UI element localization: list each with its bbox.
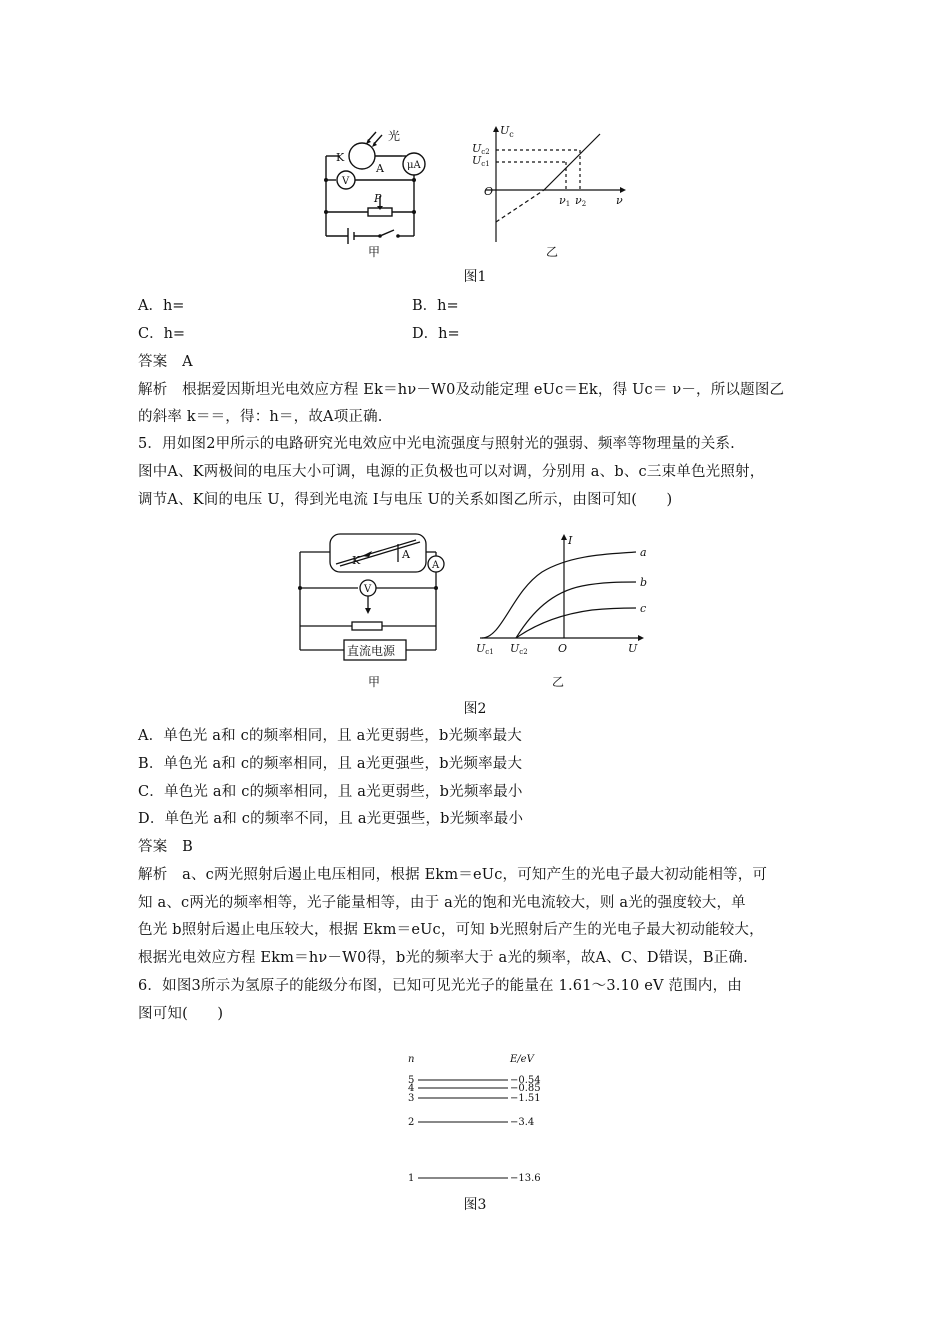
q4-answer: 答案 A	[138, 354, 193, 370]
level-e-2: −3.4	[510, 1117, 535, 1128]
current-axis-label: I	[568, 534, 573, 547]
origin-label: O	[484, 185, 494, 198]
level-e-4: −0.85	[510, 1083, 541, 1094]
level-n-4: 4	[408, 1083, 415, 1094]
ammeter-label: A	[432, 560, 440, 571]
q5-option-b[interactable]: B．单色光 a和 c的频率相同，且 a光更强些，b光频率最大	[138, 756, 523, 772]
q5-option-a[interactable]: A．单色光 a和 c的频率相同，且 a光更弱些，b光频率最大	[138, 728, 522, 744]
level-n-3: 3	[408, 1093, 415, 1104]
q5-analysis-line-4: 根据光电效应方程 Ekm＝hν－W0得，b光的频率大于 a光的频率，故A、C、D错误，B正确.	[138, 950, 748, 966]
uc2-label: Uc2	[510, 642, 528, 656]
cathode-label: K	[352, 554, 361, 567]
curve-c-label: c	[640, 602, 647, 615]
q5-analysis-line-1: 解析 a、c两光照射后遏止电压相同，根据 Ekm＝eUc，可知产生的光电子最大初动能相等，可	[138, 867, 768, 883]
figure-2-graph	[472, 532, 662, 692]
curve-a-label: a	[640, 546, 647, 559]
n-column-header: n	[408, 1054, 415, 1065]
curve-b-label: b	[640, 576, 648, 589]
figure-1-circuit	[318, 124, 442, 260]
figure-2-circuit	[290, 526, 450, 692]
figure-2-caption: 图2	[463, 701, 487, 717]
q5-stem-line-1: 5．用如图2甲所示的电路研究光电效应中光电流强度与照射光的强弱、频率等物理量的关系.	[138, 436, 735, 452]
q4-option-c[interactable]: C．h=	[138, 326, 186, 342]
level-e-1: −13.6	[510, 1173, 541, 1184]
fig1-left-sublabel: 甲	[368, 245, 381, 259]
voltage-axis-label: U	[628, 642, 638, 655]
graph-y-axis-label: $U_c$	[500, 124, 514, 139]
slider-p-label: P	[374, 192, 382, 205]
anode-label: A	[402, 548, 410, 561]
figure-1-graph	[466, 124, 638, 260]
q6-stem-line-1: 6．如图3所示为氢原子的能级分布图，已知可见光光子的能量在 1.61～3.10 eV 范围内，由	[138, 978, 742, 994]
origin-label: O	[558, 642, 568, 655]
level-e-5: −0.54	[510, 1075, 541, 1086]
q5-stem-line-3: 调节A、K间的电压 U，得到光电流 I与电压 U的关系如图乙所示，由图可知( )	[138, 492, 673, 508]
level-n-5: 5	[408, 1075, 415, 1086]
q4-option-b[interactable]: B．h=	[412, 298, 459, 314]
nu2-label: ν2	[575, 194, 587, 208]
nu1-label: ν1	[559, 194, 571, 208]
q4-analysis-line-1: 解析 根据爱因斯坦光电效应方程 Ek＝hν－W0及动能定理 eUc＝Ek，得 Uc＝ ν－，所以题图乙	[138, 382, 785, 398]
fig2-right-sublabel: 乙	[552, 675, 565, 689]
energy-column-header: E/eV	[510, 1054, 534, 1065]
q6-stem-line-2: 图可知( )	[138, 1006, 224, 1022]
figure-3-caption: 图3	[463, 1197, 487, 1213]
q4-option-a[interactable]: A．h=	[138, 298, 185, 314]
dc-power-label: 直流电源	[347, 644, 396, 658]
level-n-1: 1	[408, 1173, 415, 1184]
q5-answer: 答案 B	[138, 839, 193, 855]
q5-option-c[interactable]: C．单色光 a和 c的频率相同，且 a光更弱些，b光频率最小	[138, 784, 523, 800]
level-n-2: 2	[408, 1117, 415, 1128]
q5-analysis-line-3: 色光 b照射后遏止电压较大，根据 Ekm＝eUc，可知 b光照射后产生的光电子最大初动能较大，	[138, 922, 764, 938]
x-axis-label: ν	[616, 194, 623, 207]
q5-option-d[interactable]: D．单色光 a和 c的频率不同，且 a光更强些，b光频率最小	[138, 811, 524, 827]
voltmeter-label: V	[342, 176, 350, 187]
uc2-label: Uc2	[472, 142, 490, 156]
q4-option-d[interactable]: D．h=	[412, 326, 460, 342]
uc1-label: Uc1	[472, 154, 490, 168]
light-label: 光	[388, 129, 401, 143]
uc1-label: Uc1	[476, 642, 494, 656]
q5-stem-line-2: 图中A、K两极间的电压大小可调，电源的正负极也可以对调，分别用 a、b、c三束单色光照射，	[138, 464, 765, 480]
fig2-left-sublabel: 甲	[368, 675, 381, 689]
voltmeter-label: V	[364, 584, 372, 595]
fig1-right-sublabel: 乙	[546, 245, 559, 259]
figure-3-energy-levels	[400, 1050, 560, 1190]
anode-label: A	[376, 162, 384, 175]
q4-analysis-line-2: 的斜率 k＝＝，得：h＝，故A项正确.	[138, 409, 383, 425]
cathode-label: K	[336, 151, 345, 164]
q5-analysis-line-2: 知 a、c两光的频率相等，光子能量相等，由于 a光的饱和光电流较大，则 a光的强度较大，单	[138, 895, 746, 911]
level-e-3: −1.51	[510, 1093, 541, 1104]
figure-1-caption: 图1	[463, 269, 487, 285]
microammeter-label: μA	[407, 160, 421, 171]
